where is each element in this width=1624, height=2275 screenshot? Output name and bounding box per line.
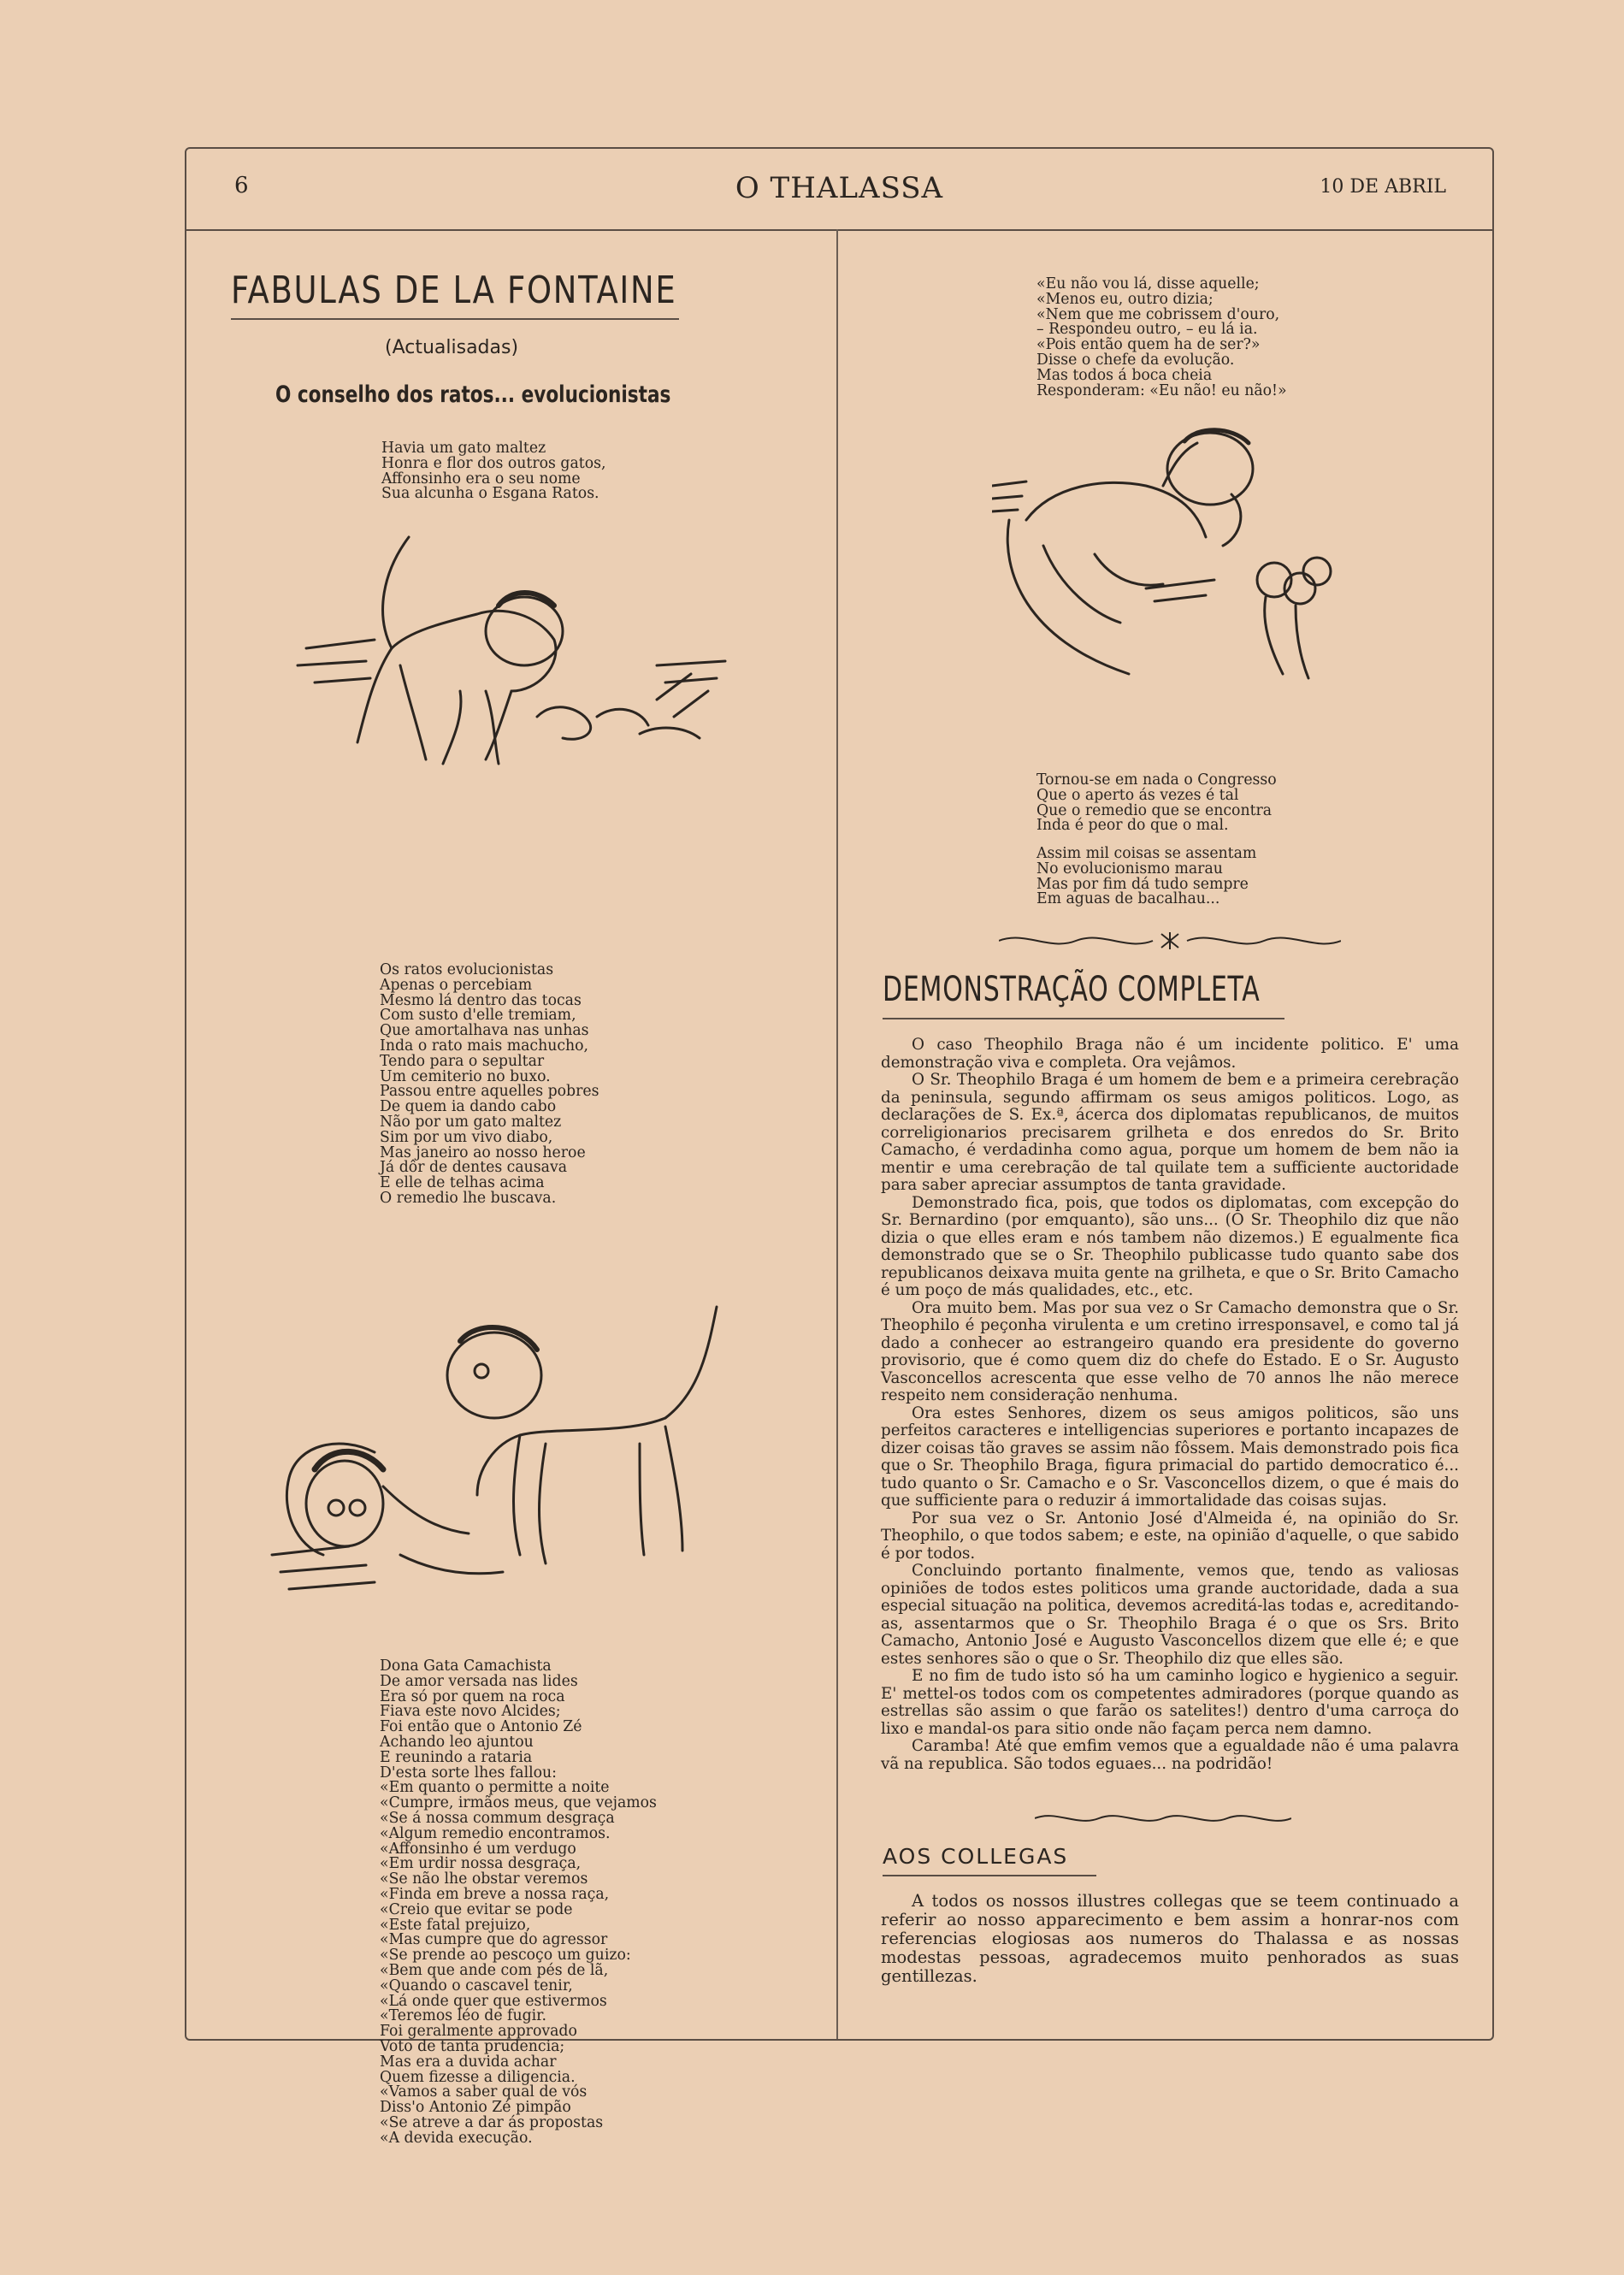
verse-line: Achando leo ajuntou — [380, 1733, 534, 1751]
verse-line: Fiava este novo Alcides; — [380, 1703, 561, 1721]
verse-line: «Se prende ao pescoço um guizo: — [380, 1947, 631, 1965]
demonstracao-title: DEMONSTRAÇÃO COMPLETA — [883, 970, 1261, 1009]
verse-line: Foi então que o Antonio Zé — [380, 1718, 582, 1736]
verse-line: «Lá onde quer que estivermos — [380, 1992, 607, 2010]
verse-line: Que o aperto ás vezes é tal — [1036, 786, 1239, 804]
newspaper-title: O THALASSA — [735, 171, 944, 205]
verse-line: Tornou-se em nada o Congresso — [1036, 771, 1277, 789]
verse-line: Mas todos á boca cheia — [1036, 366, 1213, 384]
article-paragraph: O caso Theophilo Braga não é um incidente politico. E' uma demonstração viva e completa. Ora vejâmos. — [881, 1036, 1459, 1072]
verse-line: Não por um gato maltez — [380, 1113, 562, 1131]
verse-line: Apenas o percebiam — [380, 976, 533, 994]
title-underline — [231, 318, 679, 320]
verse-line: O remedio lhe buscava. — [380, 1189, 557, 1207]
verse-stanza-4 — [1036, 277, 1287, 399]
verse-line: Com susto d'elle tremiam, — [380, 1007, 576, 1025]
verse-line: Mas janeiro ao nosso heroe — [380, 1143, 586, 1161]
verse-line: Havia um gato maltez — [381, 440, 546, 457]
aos-collegas-underline — [883, 1875, 1096, 1876]
demonstracao-underline — [883, 1018, 1284, 1019]
verse-line: Sua alcunha o Esgana Ratos. — [381, 485, 599, 503]
page-frame — [185, 147, 1494, 2147]
verse-line: «Quando o cascavel tenir, — [380, 1977, 573, 1994]
verse-line: «Finda em breve a nossa raça, — [380, 1885, 610, 1903]
verse-stanza-3 — [380, 1659, 657, 2147]
verse-line: «Cumpre, irmãos meus, que vejamos — [380, 1794, 657, 1812]
verse-line: «Em quanto o permitte a noite — [380, 1779, 610, 1797]
rat-and-mice-illustration — [992, 417, 1334, 742]
verse-line: «Eu não vou lá, disse aquelle; — [1036, 275, 1260, 292]
cat-and-rats-illustration — [281, 520, 759, 777]
verse-line: Os ratos evolucionistas — [380, 961, 554, 978]
verse-line: Passou entre aquelles pobres — [380, 1083, 599, 1101]
article-paragraph: O Sr. Theophilo Braga é um homem de bem e a primeira cerebração da peninsula, segundo affirmam os seus amigos politicos. Logo, as declarações de S. Ex.ª, ácerca dos diplomatas republicanos, de muitos correligionarios precisarem grilheta e dos enredos do Sr. Brito Camacho, é verdadinha como agua, porque um homem de bem não ia mentir e uma cerebração de tal quilate tem a sufficiente auctoridade para saber apreciar assumptos de tanta gravidade. — [881, 1071, 1459, 1194]
verse-line: Affonsinho era o seu nome — [381, 470, 581, 488]
verse-line: – Respondeu outro, – eu lá ia. — [1036, 321, 1258, 339]
right-column — [838, 229, 1492, 2039]
verse-line: Tendo para o sepultar — [380, 1052, 545, 1070]
verse-line: De amor versada nas lides — [380, 1672, 578, 1690]
article-paragraph: Ora muito bem. Mas por sua vez o Sr Camacho demonstra que o Sr. Theophilo é peçonha virulenta e um cretino irresponsavel, e como tal já dado a conhecer ao estrangeiro quando era presidente do governo provisorio, que é como quem diz do chefe do Estado. E o Sr. Augusto Vasconcellos acrescenta que esse velho de 70 annos lhe não merece respeito nem consideração nenhuma. — [881, 1298, 1459, 1404]
verse-stanza-6 — [1036, 847, 1256, 907]
cat-and-rat-leader-illustration — [263, 1298, 777, 1623]
verse-line: «Bem que ande com pés de lã, — [380, 1961, 609, 1979]
verse-line: Mas era a duvida achar — [380, 2053, 557, 2071]
verse-line: «Se á nossa commum desgraça — [380, 1809, 615, 1827]
page-number: 6 — [234, 173, 249, 198]
verse-line: «Mas cumpre que do agressor — [380, 1931, 608, 1949]
verse-line: «Creio que evitar se pode — [380, 1900, 573, 1918]
verse-line: «Se não lhe obstar veremos — [380, 1870, 588, 1888]
verse-line: Que o remedio que se encontra — [1036, 801, 1273, 819]
verse-stanza-1 — [381, 441, 605, 502]
verse-line: «Menos eu, outro dizia; — [1036, 290, 1214, 308]
story-title: O conselho dos ratos... evolucionistas — [275, 381, 671, 408]
article-paragraph: Demonstrado fica, pois, que todos os diplomatas, com excepção do Sr. Bernardino (por emquanto), são uns... (O Sr. Theophilo diz que não dizia o que elles eram e nós tambem não dizemos.) E egualmente fica demonstrado que se o Sr. Theophilo publicasse tudo quanto sabe dos republicanos deixava muita gente na grilheta, e que o Sr. Brito Camacho é um poço de más qualidades, etc., etc. — [881, 1193, 1459, 1299]
verse-line: «Nem que me cobrissem d'ouro, — [1036, 305, 1280, 323]
verse-line: Que amortalhava nas unhas — [380, 1022, 589, 1040]
verse-line: Já dôr de dentes causava — [380, 1159, 568, 1177]
article-paragraph: Por sua vez o Sr. Antonio José d'Almeida é, na opinião do Sr. Theophilo, o que todos sabem; e este, na opinião d'aquelle, o que sabido é por todos. — [881, 1509, 1459, 1563]
article-paragraph: Caramba! Até que emfim vemos que a egualdade não é uma palavra vã na republica. São todos eguaes... na podridão! — [881, 1737, 1459, 1773]
page-header — [186, 149, 1492, 231]
aos-collegas-title: AOS COLLEGAS — [883, 1844, 1069, 1869]
verse-line: «Teremos léo de fugir. — [380, 2007, 547, 2025]
verse-line: Um cemiterio no buxo. — [380, 1067, 551, 1085]
verse-line: De quem ia dando cabo — [380, 1098, 557, 1116]
verse-line: Honra e flor dos outros gatos, — [381, 454, 606, 472]
verse-line: «Vamos a saber qual de vós — [380, 2083, 588, 2101]
issue-date: 10 DE ABRIL — [1320, 176, 1446, 198]
verse-line: «A devida execução. — [380, 2129, 533, 2147]
verse-line: Diss'o Antonio Zé pimpão — [380, 2099, 571, 2117]
section-flourish — [999, 931, 1341, 951]
verse-line: «Algum remedio encontramos. — [380, 1824, 611, 1842]
demonstracao-article — [881, 1037, 1459, 1773]
verse-line: «Affonsinho é um verdugo — [380, 1840, 576, 1858]
article-paragraph: E no fim de tudo isto só ha um caminho logico e hygienico a seguir. E' mettel-os todos com os competentes admiradores (porque quando as estrellas são assim o que farão os satelites!) dentro d'uma carroça do lixo e mandal-os para sitio onde não façam perca nem damno. — [881, 1667, 1459, 1738]
section-flourish-2 — [1035, 1810, 1291, 1827]
verse-line: Mesmo lá dentro das tocas — [380, 991, 582, 1009]
verse-line: Foi geralmente approvado — [380, 2023, 577, 2041]
verse-line: E elle de telhas acima — [380, 1174, 545, 1192]
verse-line: «Pois então quem ha de ser?» — [1036, 336, 1261, 354]
verse-line: Quem fizesse a diligencia. — [380, 2068, 576, 2086]
verse-line: No evolucionismo marau — [1036, 860, 1223, 878]
fabulas-title: FABULAS DE LA FONTAINE — [231, 269, 677, 312]
verse-line: E reunindo a rataria — [380, 1748, 533, 1766]
verse-line: Mas por fim dá tudo sempre — [1036, 875, 1249, 893]
verse-line: «Se atreve a dar ás propostas — [380, 2113, 604, 2131]
verse-line: D'esta sorte lhes fallou: — [380, 1764, 557, 1782]
verse-line: Sim por um vivo diabo, — [380, 1128, 553, 1146]
verse-line: Dona Gata Camachista — [380, 1658, 552, 1675]
verse-line: Em aguas de bacalhau... — [1036, 890, 1220, 908]
verse-stanza-2 — [380, 963, 599, 1207]
verse-line: Voto de tanta prudencia; — [380, 2037, 565, 2055]
verse-line: Inda é peor do que o mal. — [1036, 817, 1229, 835]
aos-collegas-article — [881, 1892, 1459, 1986]
left-column — [186, 229, 836, 2147]
verse-line: Assim mil coisas se assentam — [1036, 845, 1257, 862]
verse-line: «Em urdir nossa desgraça, — [380, 1855, 582, 1873]
verse-line: Inda o rato mais machucho, — [380, 1037, 589, 1055]
verse-stanza-5 — [1036, 773, 1277, 834]
article-paragraph: Concluindo portanto finalmente, vemos que, tendo as valiosas opiniões de todos estes politicos uma grande auctoridade, dada a sua especial situação na politica, devemos acreditá-las todas e, acreditando-as, assentarmos que o Sr. Theophilo Braga é o que os Srs. Brito Camacho, Antonio José e Augusto Vasconcellos dizem que elle é; e que estes senhores são o que o Sr. Theophilo diz que elles são. — [881, 1562, 1459, 1668]
verse-line: «Este fatal prejuizo, — [380, 1916, 531, 1934]
article-paragraph: Ora estes Senhores, dizem os seus amigos politicos, são uns perfeitos caracteres e intelligencias superiores e portanto incapazes de dizer coisas tão graves se assim não fôssem. Mais demonstrado pois fica que o Sr. Theophilo Braga, figura primacial do partido democratico é... tudo quanto o Sr. Camacho e o Sr. Vasconcellos dizem, o que é mais do que sufficiente para o reduzir á immortalidade das coisas sujas. — [881, 1403, 1459, 1510]
verse-line: Era só por quem na roca — [380, 1687, 565, 1705]
verse-line: Disse o chefe da evolução. — [1036, 351, 1235, 369]
aos-collegas-paragraph: A todos os nossos illustres collegas que se teem continuado a referir ao nosso apparecimento e bem assim a honrar-nos com referencias elogiosas aos numeros do Thalassa e as nossas modestas pessoas, agradecemos muito penhorados as suas gentillezas. — [881, 1891, 1459, 1986]
verse-line: Responderam: «Eu não! eu não!» — [1036, 381, 1287, 399]
fabulas-subtitle: (Actualisadas) — [385, 337, 519, 358]
